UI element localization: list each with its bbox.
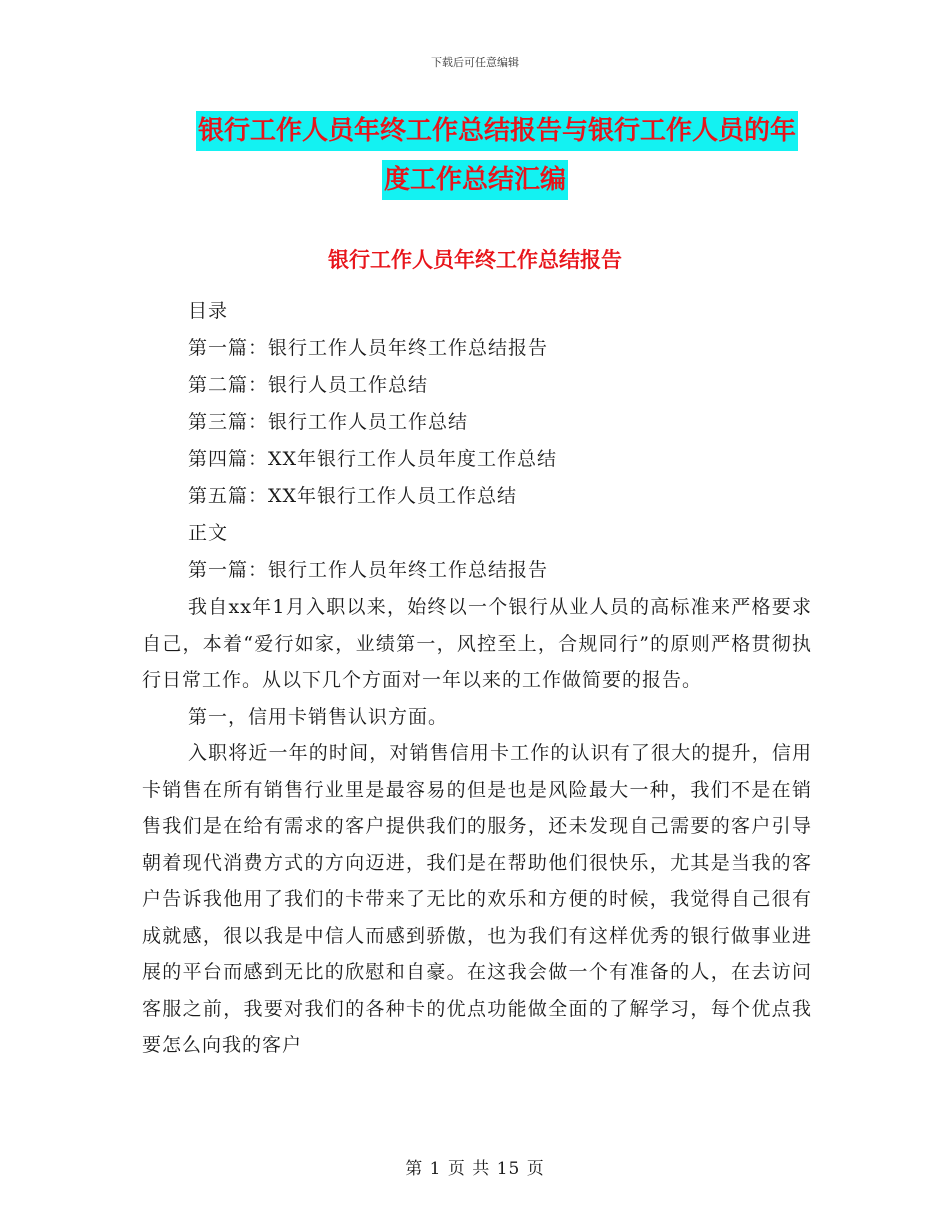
section-title: 银行工作人员年终工作总结报告 <box>328 247 622 272</box>
chapter-heading: 第一篇：银行工作人员年终工作总结报告 <box>188 559 549 581</box>
body-text <box>142 589 812 1064</box>
document-title <box>0 108 950 203</box>
toc-item: 第五篇：XX年银行工作人员工作总结 <box>188 485 518 507</box>
paragraph: 第一，信用卡销售认识方面。 <box>188 705 449 728</box>
toc-item: 第一篇：银行工作人员年终工作总结报告 <box>188 337 549 359</box>
toc-item: 第四篇：XX年银行工作人员年度工作总结 <box>188 448 558 470</box>
toc-item: 第二篇：银行人员工作总结 <box>188 374 429 396</box>
header-note: 下载后可任意编辑 <box>431 56 519 69</box>
toc-item: 第三篇：银行工作人员工作总结 <box>188 411 469 433</box>
paragraph: 入职将近一年的时间，对销售信用卡工作的认识有了很大的提升，信用卡销售在所有销售行业里是最容易的但是也是风险最大一种，我们不是在销售我们是在给有需求的客户提供我们的服务，还未发现自己需要的客户引导朝着现代消费方式的方向迈进，我们是在帮助他们很快乐，尤其是当我的客户告诉我他用了我们的卡带来了无比的欢乐和方便的时候，我觉得自己很有成就感，很以我是中信人而感到骄傲，也为我们有这样优秀的银行做事业进展的平台而感到无比的欣慰和自豪。在这我会做一个有准备的人，在去访问客服之前，我要对我们的各种卡的优点功能做全面的了解学习，每个优点我要怎么向我的客户 <box>142 742 812 1056</box>
document-title-line-2: 度工作总结汇编 <box>382 160 568 200</box>
page-footer: 第 1 页 共 15 页 <box>405 1159 545 1179</box>
body-heading: 正文 <box>188 522 229 544</box>
paragraph: 我自xx年1月入职以来，始终以一个银行从业人员的高标准来严格要求自己，本着“爱行如家，业绩第一，风控至上，合规同行”的原则严格贯彻执行日常工作。从以下几个方面对一年以来的工作做简要的报告。 <box>142 596 812 691</box>
toc-heading: 目录 <box>188 300 229 322</box>
document-title-line-1: 银行工作人员年终工作总结报告与银行工作人员的年 <box>196 111 798 151</box>
table-of-contents <box>142 293 812 589</box>
